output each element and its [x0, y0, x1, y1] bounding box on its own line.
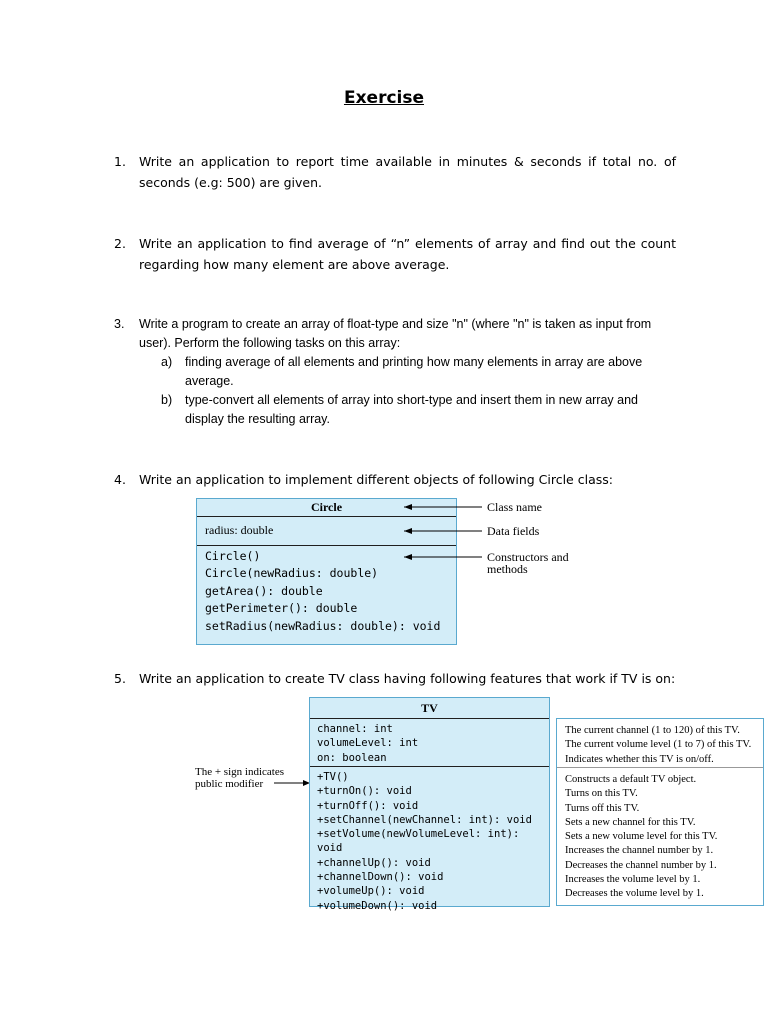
annotation-constructors — [487, 551, 569, 575]
method-description: Increases the channel number by 1. — [565, 845, 714, 857]
annotation-line: Constructors and — [487, 550, 569, 564]
uml-method: setRadius(newRadius: double): void — [205, 618, 441, 633]
field-descriptions — [557, 719, 763, 768]
annotation-line: public modifier — [195, 778, 264, 790]
question-number: 2. — [114, 236, 126, 251]
field-description: The current volume level (1 to 7) of this TV. — [565, 739, 752, 751]
annotation-data-fields: Data fields — [487, 524, 540, 538]
method-description: Turns off this TV. — [565, 802, 640, 814]
uml-method: +channelUp(): void — [317, 856, 431, 869]
question-number: 5. — [114, 671, 126, 686]
annotation-class-name: Class name — [487, 500, 542, 514]
sub-question-text: type-convert all elements of array into short-type and insert them in new array and display the resulting array. — [185, 393, 638, 426]
method-description: Decreases the volume level by 1. — [565, 888, 704, 900]
uml-method: +turnOff(): void — [317, 799, 419, 812]
method-description: Decreases the channel number by 1. — [565, 859, 717, 871]
field-description: Indicates whether this TV is on/off. — [565, 753, 714, 765]
question-number: 4. — [114, 472, 126, 487]
uml-field: on: boolean — [317, 751, 387, 764]
question-text: Write an application to implement different objects of following Circle class: — [139, 472, 613, 487]
uml-field: radius: double — [205, 523, 274, 537]
method-descriptions — [557, 768, 763, 902]
sub-question-label: b) — [161, 393, 173, 407]
question-number: 3. — [114, 317, 125, 331]
method-description: Turns on this TV. — [565, 788, 638, 800]
method-description: Constructs a default TV object. — [565, 774, 697, 785]
sub-question-text: finding average of all elements and printing how many elements in array are above average. — [185, 355, 643, 388]
uml-field: volumeLevel: int — [317, 737, 419, 750]
question-5 — [114, 668, 676, 689]
uml-method: +volumeUp(): void — [317, 885, 425, 898]
uml-method: +setChannel(newChannel: int): void — [317, 813, 532, 826]
sub-question-label: a) — [161, 355, 173, 369]
question-text: Write an application to find average of “n” elements of array and find out the count regarding how many element are above average. — [139, 236, 676, 272]
tv-description-box — [556, 718, 764, 906]
question-text: Write an application to report time available in minutes & seconds if total no. of seconds (e.g: 500) are given. — [139, 154, 676, 190]
uml-method: +channelDown(): void — [317, 871, 444, 884]
uml-method: Circle() — [205, 549, 261, 563]
question-text: Write a program to create an array of float-type and size "n" (where "n" is taken as input from user). Perform the following tasks on this array: — [139, 317, 652, 350]
uml-method: getArea(): double — [205, 583, 323, 598]
method-description: Sets a new channel for this TV. — [565, 816, 696, 828]
page-title: Exercise — [343, 88, 425, 108]
annotation-plus-sign — [195, 766, 284, 790]
uml-class-name: TV — [421, 701, 438, 715]
field-description: The current channel (1 to 120) of this TV. — [565, 725, 740, 736]
uml-field: channel: int — [317, 723, 393, 735]
uml-fields-section — [310, 718, 549, 766]
uml-method: +TV() — [317, 771, 349, 783]
annotation-line: methods — [487, 562, 528, 576]
annotation-line: The + sign indicates — [195, 766, 284, 778]
uml-method: +volumeDown(): void — [317, 899, 438, 912]
uml-methods-section — [310, 766, 549, 913]
method-description: Sets a new volume level for this TV. — [565, 831, 718, 843]
uml-class-name: Circle — [310, 500, 343, 514]
uml-method: +setVolume(newVolumeLevel: int): void — [317, 828, 520, 855]
uml-method: Circle(newRadius: double) — [205, 566, 379, 581]
uml-method: getPerimeter(): double — [205, 601, 358, 616]
uml-method: +turnOn(): void — [317, 785, 412, 798]
method-description: Increases the volume level by 1. — [565, 874, 701, 886]
question-number: 1. — [114, 154, 126, 169]
question-text: Write an application to create TV class having following features that work if TV is on: — [139, 671, 676, 686]
tv-uml-diagram — [309, 697, 550, 912]
